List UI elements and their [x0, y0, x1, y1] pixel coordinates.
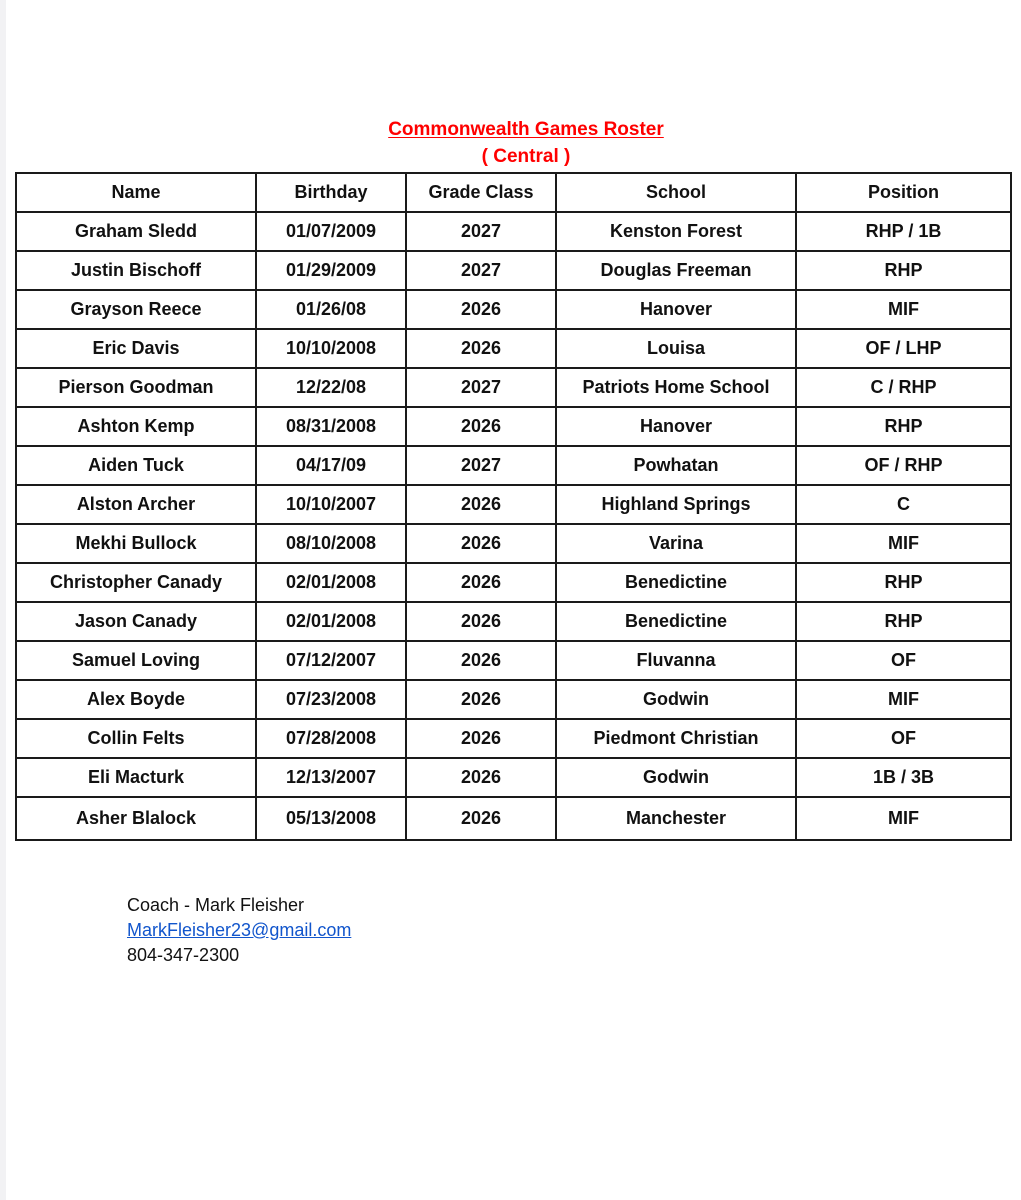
header-grade-class: Grade Class	[406, 173, 556, 212]
cell-name: Graham Sledd	[16, 212, 256, 251]
cell-birthday: 08/31/2008	[256, 407, 406, 446]
cell-school: Patriots Home School	[556, 368, 796, 407]
cell-birthday: 02/01/2008	[256, 563, 406, 602]
cell-name: Ashton Kemp	[16, 407, 256, 446]
cell-school: Benedictine	[556, 563, 796, 602]
cell-school: Godwin	[556, 758, 796, 797]
cell-position: MIF	[796, 680, 1011, 719]
table-row	[16, 719, 1011, 758]
cell-school: Manchester	[556, 797, 796, 840]
cell-position: OF / RHP	[796, 446, 1011, 485]
cell-name: Alex Boyde	[16, 680, 256, 719]
table-row	[16, 368, 1011, 407]
cell-birthday: 05/13/2008	[256, 797, 406, 840]
table-row	[16, 602, 1011, 641]
cell-school: Godwin	[556, 680, 796, 719]
table-row	[16, 797, 1011, 840]
cell-position: MIF	[796, 524, 1011, 563]
cell-grade-class: 2026	[406, 680, 556, 719]
cell-birthday: 12/22/08	[256, 368, 406, 407]
cell-name: Pierson Goodman	[16, 368, 256, 407]
cell-name: Samuel Loving	[16, 641, 256, 680]
cell-school: Fluvanna	[556, 641, 796, 680]
cell-school: Benedictine	[556, 602, 796, 641]
document-subtitle: ( Central )	[481, 146, 571, 167]
table-row	[16, 524, 1011, 563]
cell-birthday: 01/29/2009	[256, 251, 406, 290]
cell-birthday: 02/01/2008	[256, 602, 406, 641]
cell-name: Aiden Tuck	[16, 446, 256, 485]
cell-name: Mekhi Bullock	[16, 524, 256, 563]
cell-school: Douglas Freeman	[556, 251, 796, 290]
cell-position: MIF	[796, 797, 1011, 840]
cell-position: RHP / 1B	[796, 212, 1011, 251]
document-title: Commonwealth Games Roster	[388, 119, 664, 140]
header-position: Position	[796, 173, 1011, 212]
cell-grade-class: 2027	[406, 368, 556, 407]
cell-grade-class: 2026	[406, 329, 556, 368]
cell-grade-class: 2026	[406, 797, 556, 840]
cell-birthday: 10/10/2007	[256, 485, 406, 524]
cell-birthday: 01/07/2009	[256, 212, 406, 251]
table-row	[16, 680, 1011, 719]
cell-name: Eric Davis	[16, 329, 256, 368]
header-birthday: Birthday	[256, 173, 406, 212]
cell-grade-class: 2026	[406, 563, 556, 602]
cell-grade-class: 2026	[406, 602, 556, 641]
title-block	[6, 116, 1021, 170]
table-row	[16, 758, 1011, 797]
cell-school: Powhatan	[556, 446, 796, 485]
cell-grade-class: 2027	[406, 446, 556, 485]
cell-name: Jason Canady	[16, 602, 256, 641]
cell-position: OF / LHP	[796, 329, 1011, 368]
cell-position: 1B / 3B	[796, 758, 1011, 797]
table-row	[16, 329, 1011, 368]
cell-school: Hanover	[556, 290, 796, 329]
header-name: Name	[16, 173, 256, 212]
cell-grade-class: 2026	[406, 524, 556, 563]
cell-position: OF	[796, 719, 1011, 758]
cell-school: Kenston Forest	[556, 212, 796, 251]
coach-phone: 804-347-2300	[127, 945, 240, 965]
cell-school: Highland Springs	[556, 485, 796, 524]
cell-grade-class: 2027	[406, 212, 556, 251]
header-school: School	[556, 173, 796, 212]
table-header-row	[16, 173, 1011, 212]
cell-position: RHP	[796, 602, 1011, 641]
cell-name: Grayson Reece	[16, 290, 256, 329]
cell-birthday: 01/26/08	[256, 290, 406, 329]
cell-position: C / RHP	[796, 368, 1011, 407]
cell-position: RHP	[796, 407, 1011, 446]
cell-birthday: 10/10/2008	[256, 329, 406, 368]
table-row	[16, 290, 1011, 329]
table-row	[16, 485, 1011, 524]
cell-birthday: 12/13/2007	[256, 758, 406, 797]
roster-table	[15, 172, 1012, 841]
cell-birthday: 07/23/2008	[256, 680, 406, 719]
cell-name: Justin Bischoff	[16, 251, 256, 290]
cell-grade-class: 2026	[406, 719, 556, 758]
cell-birthday: 07/12/2007	[256, 641, 406, 680]
cell-birthday: 07/28/2008	[256, 719, 406, 758]
table-row	[16, 407, 1011, 446]
coach-email-link[interactable]: MarkFleisher23@gmail.com	[127, 920, 352, 940]
table-row	[16, 446, 1011, 485]
cell-grade-class: 2026	[406, 290, 556, 329]
cell-birthday: 04/17/09	[256, 446, 406, 485]
cell-name: Christopher Canady	[16, 563, 256, 602]
cell-school: Hanover	[556, 407, 796, 446]
cell-position: RHP	[796, 251, 1011, 290]
cell-name: Alston Archer	[16, 485, 256, 524]
cell-school: Louisa	[556, 329, 796, 368]
coach-name: Coach - Mark Fleisher	[127, 895, 305, 915]
cell-name: Collin Felts	[16, 719, 256, 758]
cell-position: C	[796, 485, 1011, 524]
cell-name: Eli Macturk	[16, 758, 256, 797]
cell-school: Varina	[556, 524, 796, 563]
table-row	[16, 212, 1011, 251]
cell-position: OF	[796, 641, 1011, 680]
coach-contact	[127, 893, 351, 968]
cell-grade-class: 2026	[406, 485, 556, 524]
cell-grade-class: 2026	[406, 407, 556, 446]
cell-name: Asher Blalock	[16, 797, 256, 840]
cell-grade-class: 2026	[406, 641, 556, 680]
cell-school: Piedmont Christian	[556, 719, 796, 758]
cell-grade-class: 2027	[406, 251, 556, 290]
table-row	[16, 641, 1011, 680]
table-row	[16, 563, 1011, 602]
table-row	[16, 251, 1011, 290]
cell-grade-class: 2026	[406, 758, 556, 797]
cell-birthday: 08/10/2008	[256, 524, 406, 563]
cell-position: RHP	[796, 563, 1011, 602]
cell-position: MIF	[796, 290, 1011, 329]
